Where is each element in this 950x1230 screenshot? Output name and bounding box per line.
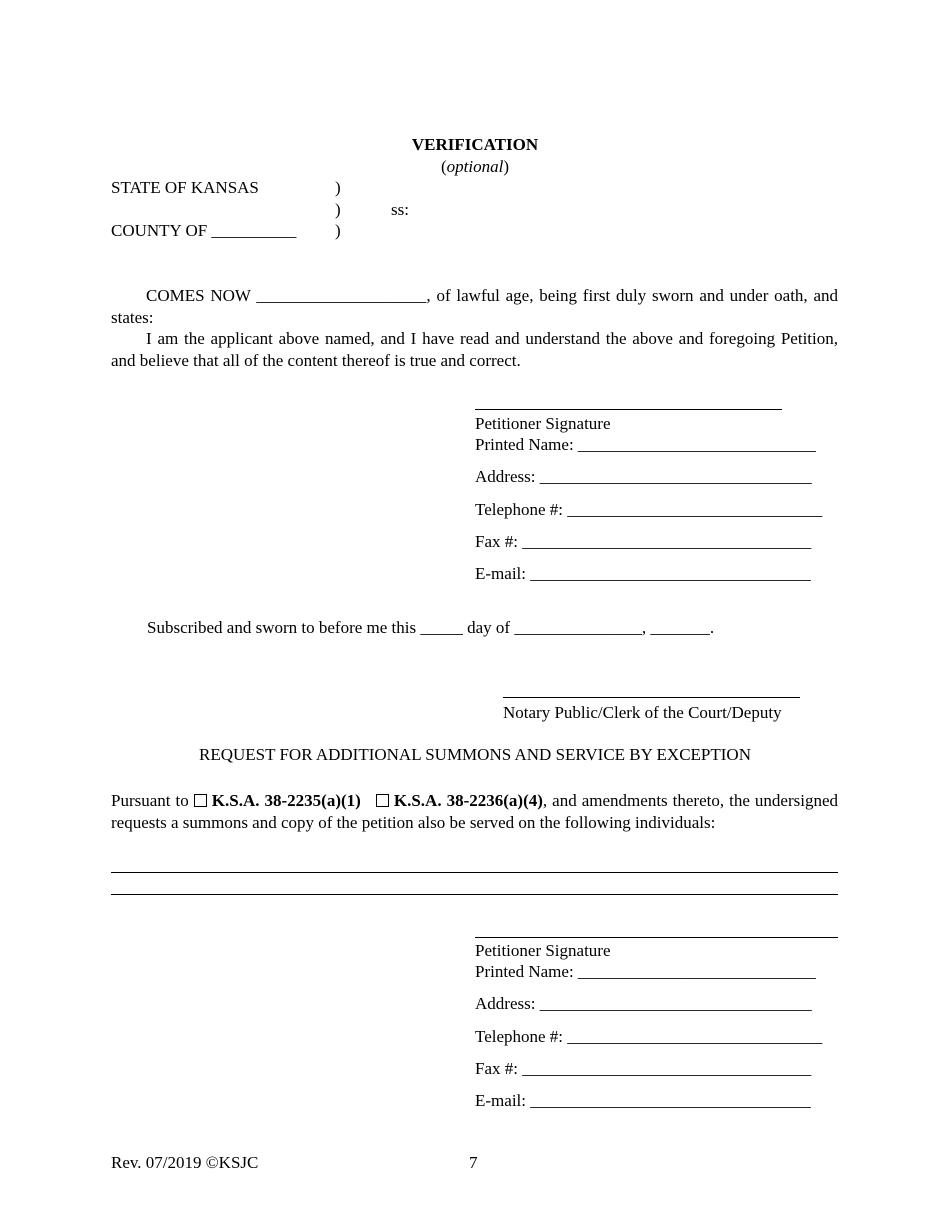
county-field[interactable]: COUNTY OF __________ [111, 221, 297, 240]
signature-line-2[interactable] [475, 937, 838, 938]
request-heading: REQUEST FOR ADDITIONAL SUMMONS AND SERVICE BY EXCEPTION [199, 745, 751, 764]
comes-now-paragraph: COMES NOW ____________________, of lawful age, being first duly sworn and under oath, and states: [111, 286, 838, 327]
statement-paragraph: I am the applicant above named, and I have read and understand the above and foregoing Petition, and believe that all of the content thereof is true and correct. [111, 329, 838, 370]
telephone-field-1[interactable]: Telephone #: ______________________________ [475, 500, 823, 519]
venue-paren-1: ) [335, 178, 341, 197]
fax-field-1[interactable]: Fax #: __________________________________ [475, 532, 812, 551]
form-title: VERIFICATION [411, 135, 539, 154]
statute-38-2236: K.S.A. 38-2236(a)(4) [393, 791, 543, 810]
form-subtitle: (optional) [440, 157, 509, 176]
state-label: STATE OF KANSAS [111, 178, 259, 197]
address-field-1[interactable]: Address: ________________________________ [475, 467, 812, 486]
printed-name-field-1[interactable]: Printed Name: ____________________________ [475, 435, 816, 454]
notary-label: Notary Public/Clerk of the Court/Deputy [503, 703, 782, 722]
petitioner-signature-label-1: Petitioner Signature [475, 414, 611, 433]
address-field-2[interactable]: Address: ________________________________ [475, 994, 812, 1013]
individuals-line-2[interactable] [111, 894, 838, 895]
pursuant-body: , and amendments thereto, the undersigned requests a summons and copy of the petition also be served on the following individuals: [111, 791, 839, 832]
venue-paren-3: ) [335, 221, 341, 240]
individuals-line-1[interactable] [111, 872, 838, 873]
ss-label: ss: [391, 200, 409, 219]
email-field-2[interactable]: E-mail: _________________________________ [475, 1091, 811, 1110]
printed-name-field-2[interactable]: Printed Name: ____________________________ [475, 962, 816, 981]
signature-line-1[interactable] [475, 409, 782, 410]
checkbox-38-2236[interactable] [376, 794, 389, 807]
venue-paren-2: ) [335, 200, 341, 219]
petitioner-signature-label-2: Petitioner Signature [475, 941, 611, 960]
statute-38-2235: K.S.A. 38-2235(a)(1) [211, 791, 361, 810]
pursuant-label: Pursuant to [111, 791, 189, 810]
telephone-field-2[interactable]: Telephone #: ______________________________ [475, 1027, 823, 1046]
fax-field-2[interactable]: Fax #: __________________________________ [475, 1059, 812, 1078]
email-field-1[interactable]: E-mail: _________________________________ [475, 564, 811, 583]
page-number: 7 [469, 1153, 478, 1172]
pursuant-paragraph [111, 790, 838, 833]
notary-signature-line[interactable] [503, 697, 800, 698]
jurat-text[interactable]: Subscribed and sworn to before me this _____ day of _______________, _______. [147, 618, 715, 637]
checkbox-38-2235[interactable] [194, 794, 207, 807]
revision-label: Rev. 07/2019 ©KSJC [111, 1153, 259, 1172]
optional-label: optional [446, 157, 504, 176]
